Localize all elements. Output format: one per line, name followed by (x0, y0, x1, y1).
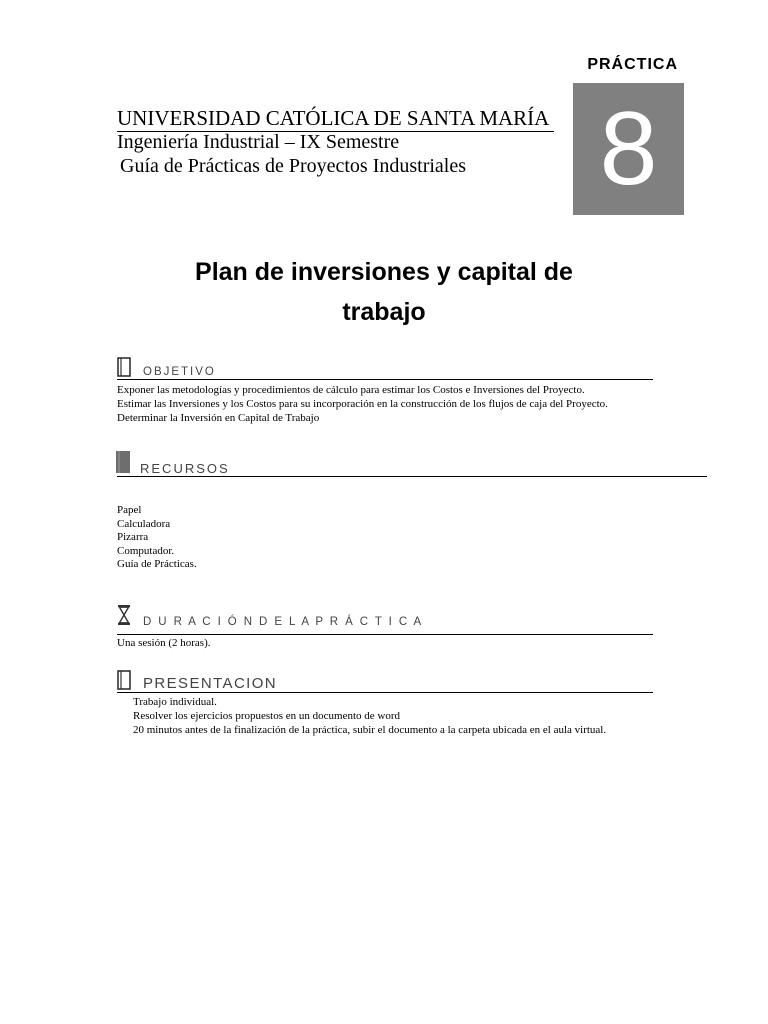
career-line: Ingeniería Industrial – IX Semestre (117, 131, 400, 153)
duracion-line: Una sesión (2 horas). (117, 637, 211, 649)
presentacion-heading: PRESENTACION (143, 675, 278, 692)
objetivo-divider (117, 379, 653, 380)
book-icon (116, 451, 130, 473)
recursos-item: Computador. (117, 544, 175, 557)
notebook-icon (117, 357, 131, 377)
objetivo-heading: OBJETIVO (143, 366, 216, 378)
notebook-icon (117, 670, 131, 690)
presentacion-divider (117, 692, 653, 693)
practica-label: PRÁCTICA (587, 56, 678, 73)
objetivo-line: Estimar las Inversiones y los Costos para su incorporación en la construcción de los flujos de caja del Proyecto. (117, 398, 608, 410)
presentacion-line: 20 minutos antes de la finalización de la práctica, subir el documento a la carpeta ubicada en el aula virtual. (133, 724, 607, 736)
duracion-divider (117, 634, 653, 635)
presentacion-line: Resolver los ejercicios propuestos en un documento de word (133, 710, 400, 722)
hourglass-icon (117, 604, 131, 626)
recursos-item: Calculadora (117, 517, 171, 530)
duracion-heading: D U R A C I Ó N D E L A P R Á C T I C A (143, 616, 424, 628)
objetivo-line: Exponer las metodologías y procedimientos de cálculo para estimar los Costos e Inversiones del Proyecto. (117, 384, 585, 396)
duracion-body (117, 636, 210, 650)
page-title-line-2: trabajo (342, 298, 426, 326)
page-title-line-1: Plan de inversiones y capital de (195, 258, 573, 286)
recursos-item: Papel (117, 504, 142, 516)
recursos-item: Pizarra (117, 531, 149, 543)
page-title (110, 252, 658, 332)
university-name: UNIVERSIDAD CATÓLICA DE SANTA MARÍA (117, 106, 550, 130)
guide-title: Guía de Prácticas de Proyectos Industriales (120, 155, 467, 177)
presentacion-body (133, 695, 606, 737)
practica-number-box: 8 (573, 83, 684, 215)
objetivo-body (117, 383, 608, 425)
presentacion-line: Trabajo individual. (133, 696, 217, 708)
recursos-heading: RECURSOS (140, 461, 230, 476)
recursos-body (117, 504, 197, 572)
objetivo-line: Determinar la Inversión en Capital de Trabajo (117, 412, 320, 424)
recursos-item: Guía de Prácticas. (117, 558, 197, 570)
recursos-divider (117, 476, 707, 477)
